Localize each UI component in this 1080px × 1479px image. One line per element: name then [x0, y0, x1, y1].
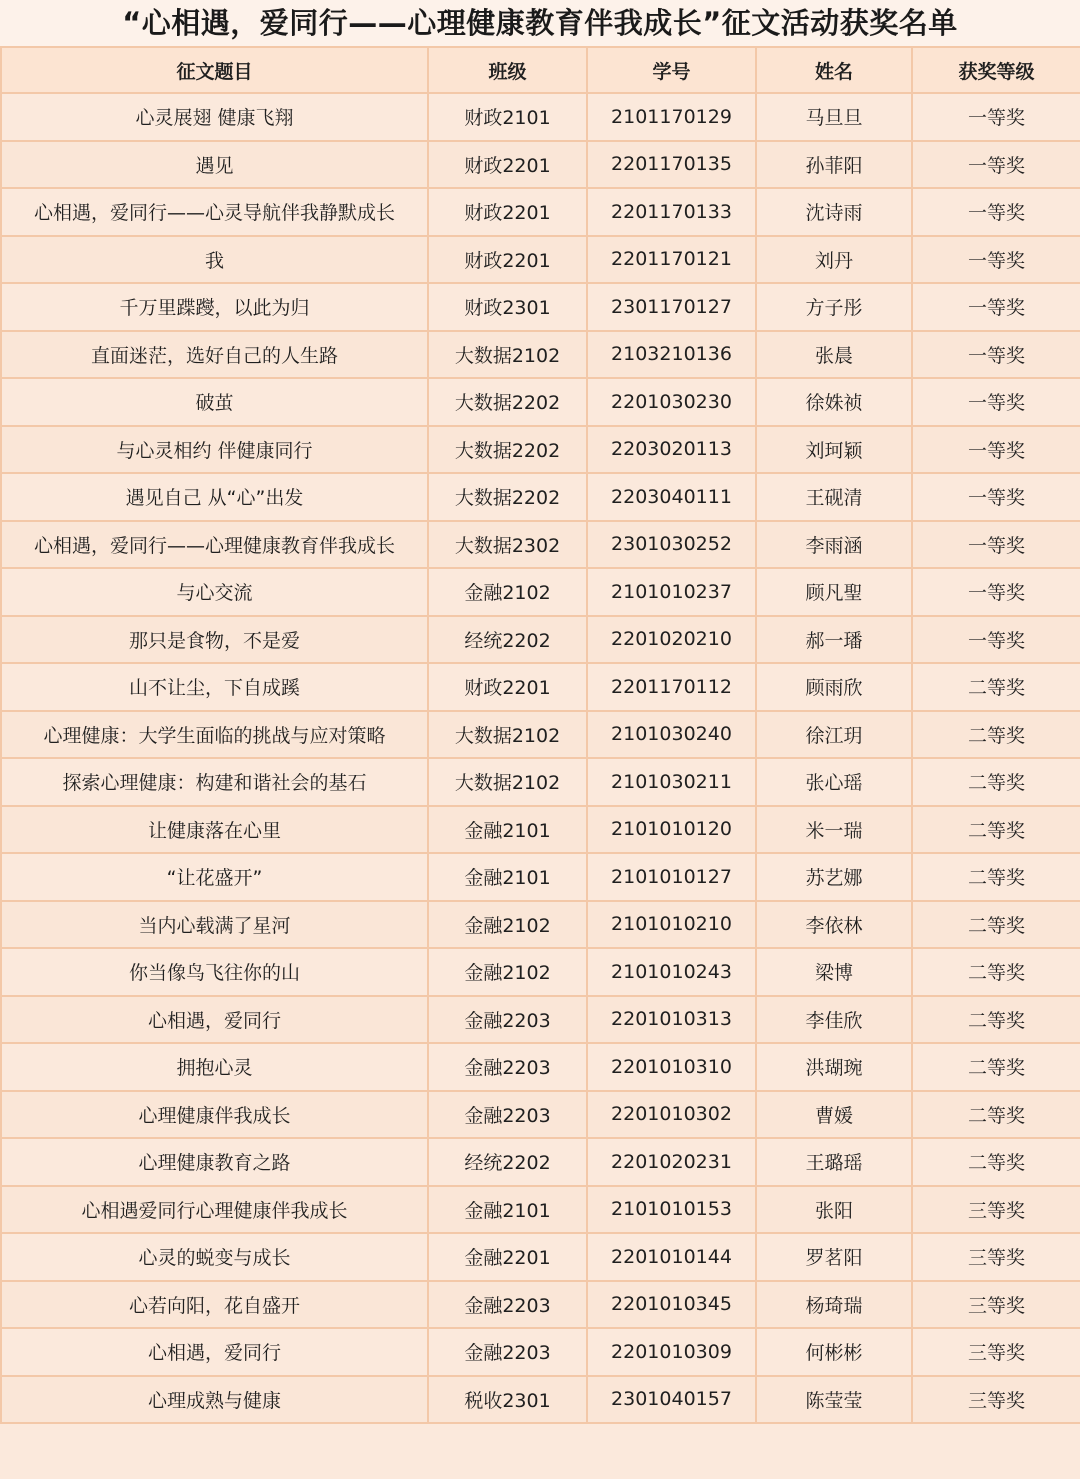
cell-class: 大数据2202	[428, 426, 587, 474]
cell-name: 曹媛	[756, 1091, 912, 1139]
table-row	[1, 1376, 1080, 1424]
cell-class: 大数据2102	[428, 758, 587, 806]
table-row	[1, 1186, 1080, 1234]
table-header-row	[1, 47, 1080, 93]
cell-class: 金融2203	[428, 996, 587, 1044]
cell-name: 张晨	[756, 331, 912, 379]
cell-topic: “让花盛开”	[1, 853, 428, 901]
cell-award: 二等奖	[912, 901, 1080, 949]
table-row	[1, 1281, 1080, 1329]
cell-topic: 心相遇爱同行心理健康伴我成长	[1, 1186, 428, 1234]
cell-award: 二等奖	[912, 853, 1080, 901]
table-body	[1, 93, 1080, 1423]
cell-student-id: 2301030252	[587, 521, 756, 569]
cell-student-id: 2201010310	[587, 1043, 756, 1091]
cell-name: 马旦旦	[756, 93, 912, 141]
cell-name: 刘丹	[756, 236, 912, 284]
cell-name: 张阳	[756, 1186, 912, 1234]
cell-class: 财政2101	[428, 93, 587, 141]
cell-class: 经统2202	[428, 616, 587, 664]
cell-class: 金融2201	[428, 1233, 587, 1281]
cell-class: 财政2201	[428, 663, 587, 711]
cell-award: 二等奖	[912, 711, 1080, 759]
table-row	[1, 1328, 1080, 1376]
cell-class: 大数据2102	[428, 331, 587, 379]
cell-name: 杨琦瑞	[756, 1281, 912, 1329]
cell-topic: 心理健康教育之路	[1, 1138, 428, 1186]
cell-class: 经统2202	[428, 1138, 587, 1186]
cell-class: 财政2201	[428, 236, 587, 284]
cell-name: 张心瑶	[756, 758, 912, 806]
table-row	[1, 853, 1080, 901]
cell-award: 一等奖	[912, 331, 1080, 379]
cell-student-id: 2201030230	[587, 378, 756, 426]
cell-award: 二等奖	[912, 758, 1080, 806]
table-row	[1, 806, 1080, 854]
cell-name: 梁博	[756, 948, 912, 996]
cell-student-id: 2201170133	[587, 188, 756, 236]
cell-topic: 与心灵相约 伴健康同行	[1, 426, 428, 474]
cell-class: 金融2203	[428, 1281, 587, 1329]
table-row	[1, 1233, 1080, 1281]
cell-class: 金融2101	[428, 806, 587, 854]
cell-award: 一等奖	[912, 378, 1080, 426]
cell-name: 沈诗雨	[756, 188, 912, 236]
cell-award: 三等奖	[912, 1233, 1080, 1281]
cell-award: 一等奖	[912, 283, 1080, 331]
cell-student-id: 2203040111	[587, 473, 756, 521]
cell-topic: 让健康落在心里	[1, 806, 428, 854]
cell-topic: 心相遇，爱同行——心灵导航伴我静默成长	[1, 188, 428, 236]
cell-name: 王砚清	[756, 473, 912, 521]
cell-name: 孙菲阳	[756, 141, 912, 189]
cell-topic: 山不让尘，下自成蹊	[1, 663, 428, 711]
cell-topic: 遇见自己 从“心”出发	[1, 473, 428, 521]
cell-topic: 当内心载满了星河	[1, 901, 428, 949]
cell-name: 顾雨欣	[756, 663, 912, 711]
cell-class: 金融2203	[428, 1091, 587, 1139]
table-row	[1, 236, 1080, 284]
header-class: 班级	[428, 47, 587, 93]
cell-student-id: 2101030240	[587, 711, 756, 759]
cell-award: 一等奖	[912, 521, 1080, 569]
cell-award: 二等奖	[912, 1043, 1080, 1091]
cell-topic: 你当像鸟飞往你的山	[1, 948, 428, 996]
table-row	[1, 996, 1080, 1044]
cell-class: 金融2101	[428, 1186, 587, 1234]
table-row	[1, 758, 1080, 806]
cell-student-id: 2201010309	[587, 1328, 756, 1376]
table-row	[1, 1043, 1080, 1091]
cell-class: 金融2101	[428, 853, 587, 901]
cell-student-id: 2201010345	[587, 1281, 756, 1329]
cell-award: 一等奖	[912, 141, 1080, 189]
table-row	[1, 568, 1080, 616]
cell-name: 苏艺娜	[756, 853, 912, 901]
header-name: 姓名	[756, 47, 912, 93]
cell-name: 王璐瑶	[756, 1138, 912, 1186]
cell-class: 财政2201	[428, 141, 587, 189]
cell-award: 一等奖	[912, 616, 1080, 664]
table-row	[1, 1138, 1080, 1186]
cell-topic: 心理健康：大学生面临的挑战与应对策略	[1, 711, 428, 759]
cell-award: 二等奖	[912, 996, 1080, 1044]
cell-name: 顾凡聖	[756, 568, 912, 616]
cell-name: 李依林	[756, 901, 912, 949]
cell-student-id: 2101030211	[587, 758, 756, 806]
cell-class: 大数据2302	[428, 521, 587, 569]
cell-award: 一等奖	[912, 426, 1080, 474]
cell-student-id: 2201010144	[587, 1233, 756, 1281]
cell-student-id: 2101010210	[587, 901, 756, 949]
table-row	[1, 711, 1080, 759]
cell-topic: 遇见	[1, 141, 428, 189]
cell-topic: 心相遇，爱同行——心理健康教育伴我成长	[1, 521, 428, 569]
table-row	[1, 948, 1080, 996]
cell-award: 一等奖	[912, 93, 1080, 141]
cell-topic: 与心交流	[1, 568, 428, 616]
cell-topic: 心灵展翅 健康飞翔	[1, 93, 428, 141]
table-row	[1, 188, 1080, 236]
cell-student-id: 2301170127	[587, 283, 756, 331]
header-award: 获奖等级	[912, 47, 1080, 93]
cell-class: 金融2102	[428, 948, 587, 996]
cell-topic: 那只是食物，不是爱	[1, 616, 428, 664]
cell-student-id: 2301040157	[587, 1376, 756, 1424]
table-row	[1, 663, 1080, 711]
cell-award: 二等奖	[912, 1138, 1080, 1186]
cell-class: 大数据2202	[428, 473, 587, 521]
cell-class: 金融2203	[428, 1043, 587, 1091]
cell-name: 洪瑚琬	[756, 1043, 912, 1091]
cell-student-id: 2101010243	[587, 948, 756, 996]
cell-class: 财政2201	[428, 188, 587, 236]
cell-topic: 心相遇，爱同行	[1, 1328, 428, 1376]
cell-award: 一等奖	[912, 473, 1080, 521]
cell-class: 大数据2102	[428, 711, 587, 759]
cell-name: 方子彤	[756, 283, 912, 331]
cell-topic: 我	[1, 236, 428, 284]
table-row	[1, 1091, 1080, 1139]
cell-student-id: 2201170135	[587, 141, 756, 189]
award-table	[0, 46, 1080, 1424]
header-topic: 征文题目	[1, 47, 428, 93]
table-row	[1, 521, 1080, 569]
cell-award: 一等奖	[912, 188, 1080, 236]
cell-student-id: 2101170129	[587, 93, 756, 141]
cell-student-id: 2203020113	[587, 426, 756, 474]
cell-class: 金融2102	[428, 901, 587, 949]
cell-topic: 心灵的蜕变与成长	[1, 1233, 428, 1281]
cell-award: 二等奖	[912, 806, 1080, 854]
cell-topic: 探索心理健康：构建和谐社会的基石	[1, 758, 428, 806]
table-row	[1, 426, 1080, 474]
cell-topic: 心理健康伴我成长	[1, 1091, 428, 1139]
cell-student-id: 2103210136	[587, 331, 756, 379]
table-row	[1, 331, 1080, 379]
cell-class: 金融2102	[428, 568, 587, 616]
cell-name: 陈莹莹	[756, 1376, 912, 1424]
cell-topic: 破茧	[1, 378, 428, 426]
cell-name: 徐江玥	[756, 711, 912, 759]
cell-student-id: 2101010153	[587, 1186, 756, 1234]
cell-name: 刘珂颖	[756, 426, 912, 474]
page-title: “心相遇，爱同行——心理健康教育伴我成长”征文活动获奖名单	[0, 0, 1080, 46]
cell-student-id: 2201010302	[587, 1091, 756, 1139]
cell-name: 李佳欣	[756, 996, 912, 1044]
cell-student-id: 2201020231	[587, 1138, 756, 1186]
table-row	[1, 93, 1080, 141]
table-row	[1, 283, 1080, 331]
cell-student-id: 2201170121	[587, 236, 756, 284]
cell-class: 大数据2202	[428, 378, 587, 426]
cell-award: 二等奖	[912, 1091, 1080, 1139]
table-row	[1, 473, 1080, 521]
cell-student-id: 2201020210	[587, 616, 756, 664]
cell-award: 二等奖	[912, 948, 1080, 996]
header-student-id: 学号	[587, 47, 756, 93]
cell-topic: 直面迷茫，选好自己的人生路	[1, 331, 428, 379]
cell-award: 三等奖	[912, 1186, 1080, 1234]
cell-student-id: 2101010127	[587, 853, 756, 901]
cell-award: 二等奖	[912, 663, 1080, 711]
cell-student-id: 2101010237	[587, 568, 756, 616]
cell-award: 三等奖	[912, 1328, 1080, 1376]
cell-award: 一等奖	[912, 236, 1080, 284]
table-row	[1, 141, 1080, 189]
cell-student-id: 2201170112	[587, 663, 756, 711]
cell-name: 李雨涵	[756, 521, 912, 569]
table-row	[1, 378, 1080, 426]
cell-student-id: 2201010313	[587, 996, 756, 1044]
cell-topic: 拥抱心灵	[1, 1043, 428, 1091]
cell-class: 税收2301	[428, 1376, 587, 1424]
cell-award: 三等奖	[912, 1281, 1080, 1329]
cell-award: 一等奖	[912, 568, 1080, 616]
cell-name: 米一瑞	[756, 806, 912, 854]
cell-name: 罗茗阳	[756, 1233, 912, 1281]
cell-topic: 心理成熟与健康	[1, 1376, 428, 1424]
cell-class: 财政2301	[428, 283, 587, 331]
cell-name: 何彬彬	[756, 1328, 912, 1376]
cell-topic: 心若向阳，花自盛开	[1, 1281, 428, 1329]
cell-class: 金融2203	[428, 1328, 587, 1376]
table-row	[1, 901, 1080, 949]
cell-student-id: 2101010120	[587, 806, 756, 854]
table-row	[1, 616, 1080, 664]
cell-name: 徐姝祯	[756, 378, 912, 426]
cell-topic: 心相遇，爱同行	[1, 996, 428, 1044]
cell-name: 郝一璠	[756, 616, 912, 664]
cell-award: 三等奖	[912, 1376, 1080, 1424]
cell-topic: 千万里蹀躞，以此为归	[1, 283, 428, 331]
